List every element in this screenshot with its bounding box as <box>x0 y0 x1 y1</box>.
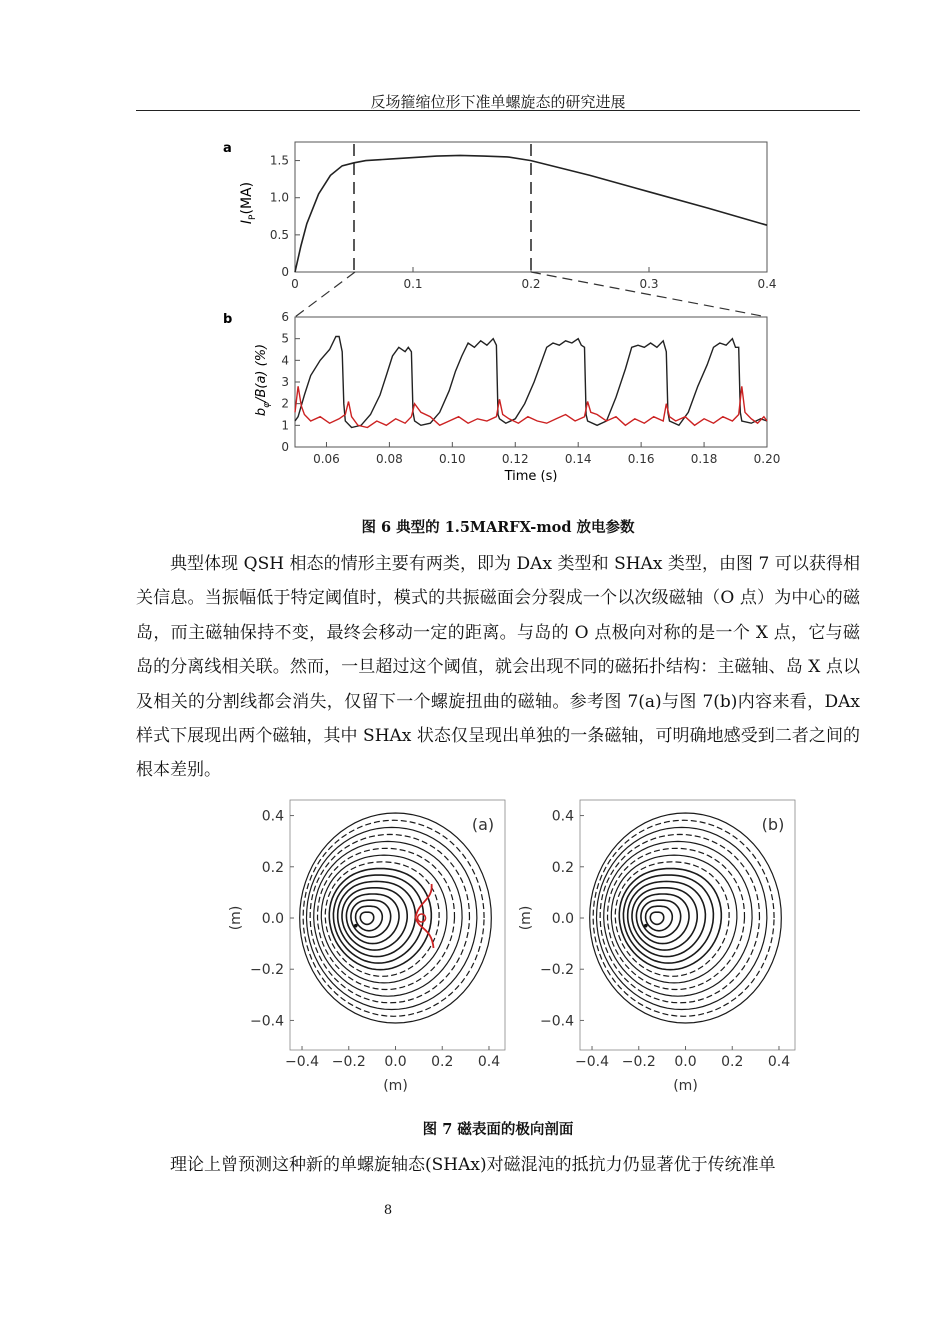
panel-b-xtick-label: 0.12 <box>501 452 529 466</box>
fig7-panel-label: (a) <box>471 815 495 834</box>
fig7-contour <box>628 881 706 956</box>
panel-b-xtick-label: 0.20 <box>753 452 781 466</box>
fig7-contour <box>321 855 447 983</box>
panel-b-black-series <box>295 337 767 428</box>
panel-a-ytick-label: 1.0 <box>269 190 289 205</box>
panel-b-ylabel-rest: /B(a) (%) <box>254 343 269 402</box>
panel-b-ytick-label: 0 <box>281 440 289 454</box>
fig7-ytick-label: 0.0 <box>261 911 284 927</box>
svg-text:IP(MA) <box>239 182 258 224</box>
zoom-connector-left <box>295 272 355 317</box>
fig7-ytick-label: 0.2 <box>261 859 284 876</box>
panel-b-xtick-label: 0.08 <box>376 452 403 466</box>
panel-a-label: a <box>223 141 232 156</box>
fig7-xtick-label: 0.2 <box>431 1054 454 1070</box>
panel-b-ytick-label: 6 <box>281 310 289 324</box>
panel-a-ylabel <box>239 182 258 224</box>
fig7-xtick-label: 0.2 <box>721 1054 744 1070</box>
fig7-contour <box>360 912 373 924</box>
figure-6-caption: 图 6 典型的 1.5MARFX-mod 放电参数 <box>361 519 635 536</box>
fig7-panel-label: (b) <box>761 815 785 834</box>
header-rule <box>136 110 860 111</box>
fig7-contour <box>314 841 462 996</box>
fig7-island-o-point <box>418 914 426 922</box>
fig7-ylabel: (m) <box>228 905 244 931</box>
fig7-xtick-label: −0.4 <box>285 1054 320 1070</box>
fig7-xtick-label: 0.4 <box>767 1054 791 1070</box>
figure-6 <box>215 130 795 500</box>
panel-b-ylabel-main: b <box>254 407 269 417</box>
body-paragraph-2: 理论上曾预测这种新的单螺旋轴态(SHAx)对磁混沌的抵抗力仍显著优于传统准单 <box>170 1155 776 1175</box>
fig7-xtick-label: 0.0 <box>384 1054 407 1070</box>
panel-b-xtick-label: 0.06 <box>313 452 340 466</box>
panel-a-ylabel-main: I <box>239 219 255 225</box>
figure-7-caption: 图 7 磁表面的极向剖面 <box>422 1121 574 1138</box>
fig7-xlabel: (m) <box>383 1078 408 1094</box>
panel-b-ytick-label: 1 <box>281 418 289 433</box>
body-paragraph-1: 典型体现 QSH 相态的情形主要有两类，即为 DAx 类型和 SHAx 类型，由图 7 可以获得相关信息。当振幅低于特定阈值时，模式的共振磁面会分裂成一个以次级磁轴（O 点）为中心的磁岛，而主磁轴保持不变，最终会移动一定的距离。与岛的 O 点极向对称的是一个 X 点，它与磁岛的分离线相关联。然而，一旦超过这个阈值，就会出现不同的磁拓扑结构：主磁轴、岛 X 点以及相关的分割线都会消失，仅留下一个螺旋扭曲的磁轴。参考图 7(a)与图 7(b)内容来看，DAx 样式下展现出两个磁轴，其中 SHAx 状态仅呈现出单独的一条磁轴，可明确地感受到二者之间的根本差别。 <box>136 554 860 781</box>
fig7-contour <box>650 912 663 924</box>
panel-a-ytick-label: 1.5 <box>269 153 289 168</box>
panel-b-ytick-label: 5 <box>281 331 289 346</box>
fig7-ytick-label: 0.4 <box>261 808 284 825</box>
figure-7-svg <box>215 795 815 1095</box>
fig7-contour <box>593 820 774 1016</box>
panel-b-ytick-label: 3 <box>281 375 289 389</box>
panel-a-ytick-label: 0.5 <box>269 227 289 242</box>
panel-b-xtick-label: 0.16 <box>627 452 655 466</box>
fig7-xtick-label: −0.4 <box>575 1054 610 1070</box>
panel-a-ticks <box>270 154 777 291</box>
panel-b-plot <box>295 337 767 428</box>
panel-b-label: b <box>223 312 233 327</box>
panel-a-xtick-label: 0.4 <box>757 277 777 291</box>
fig7-magnetic-axis <box>644 924 648 928</box>
panel-b-xtick-label: 0.18 <box>690 452 718 466</box>
panel-a-xtick-label: 0 <box>291 277 299 291</box>
panel-b-ylabel-sub: φ <box>262 401 272 408</box>
panel-b-ytick-label: 2 <box>281 396 289 411</box>
fig7-contour <box>604 841 752 996</box>
svg-text:bφ/B(a) (%) <box>254 344 272 416</box>
fig7-ytick-label: −0.4 <box>540 1013 574 1030</box>
panel-a-ylabel-unit: (MA) <box>239 181 255 215</box>
panel-a-xtick-label: 0.1 <box>403 277 423 291</box>
panel-a-ylabel-sub: P <box>248 214 258 220</box>
panel-b-xlabel: Time (s) <box>504 469 558 484</box>
panel-b-ylabel <box>254 344 272 416</box>
fig7-xtick-label: −0.2 <box>621 1054 656 1070</box>
panel-a-xtick-label: 0.2 <box>521 277 541 291</box>
panel-a-ytick-label: 0 <box>281 265 289 279</box>
fig7-xlabel: (m) <box>673 1078 698 1094</box>
figure-7-panel-a <box>228 800 505 1094</box>
page-number: 8 <box>383 1203 393 1218</box>
fig7-contour <box>303 820 484 1016</box>
fig7-ytick-label: 0.0 <box>551 911 574 927</box>
panel-a-xtick-label: 0.3 <box>639 277 659 291</box>
fig7-contour <box>619 869 721 970</box>
fig7-ytick-label: −0.2 <box>540 962 574 979</box>
fig7-ytick-label: −0.4 <box>250 1013 284 1030</box>
figure-6-svg <box>215 130 795 500</box>
fig7-xtick-label: −0.2 <box>331 1054 366 1070</box>
fig7-xtick-label: 0.0 <box>674 1054 697 1070</box>
running-head: 反场箍缩位形下准单螺旋态的研究进展 <box>370 93 626 111</box>
fig7-ylabel: (m) <box>518 905 534 931</box>
fig7-contour <box>338 881 416 956</box>
fig7-ytick-label: −0.2 <box>250 962 284 979</box>
panel-a-plot <box>295 144 767 272</box>
fig7-contour <box>611 855 737 983</box>
panel-b-xtick-label: 0.14 <box>564 452 592 466</box>
fig7-xtick-label: 0.4 <box>477 1054 501 1070</box>
panel-b-ytick-label: 4 <box>281 353 289 368</box>
figure-7 <box>215 795 815 1095</box>
fig7-ytick-label: 0.4 <box>551 808 574 825</box>
fig7-magnetic-axis <box>354 924 358 928</box>
panel-b-xtick-label: 0.10 <box>438 452 466 466</box>
figure-7-panel-b <box>518 800 795 1094</box>
fig7-ytick-label: 0.2 <box>551 859 574 876</box>
